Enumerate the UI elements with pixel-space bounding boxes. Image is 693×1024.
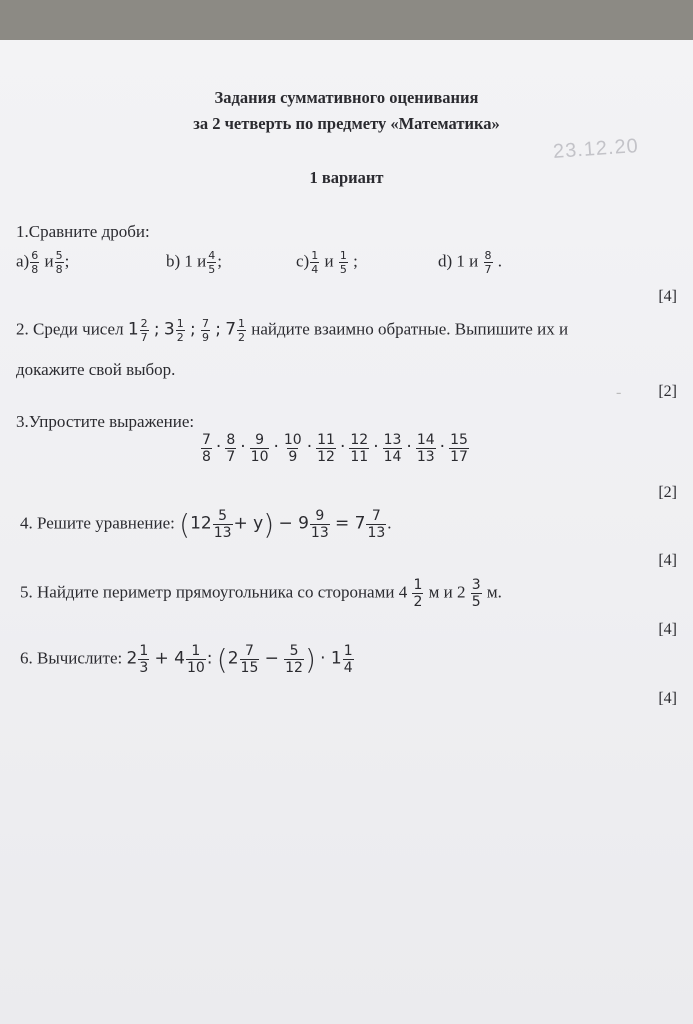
handwritten-date: 23.12.20: [552, 135, 640, 163]
dot-operator: ·: [406, 437, 412, 458]
task2-mark: [2]: [658, 383, 677, 400]
fraction: [339, 250, 348, 275]
numerator: 8: [226, 432, 236, 448]
numerator: 1: [311, 249, 319, 262]
title-line-2: за 2 четверть по предмету «Математика»: [193, 114, 500, 133]
fraction: [366, 509, 386, 540]
numerator: 10: [283, 432, 302, 448]
whole: 12: [190, 513, 212, 534]
task1-item-a: [16, 250, 69, 275]
fraction: [176, 318, 185, 343]
fraction: [416, 433, 436, 464]
dot-operator: ·: [215, 437, 222, 458]
whole: 3: [163, 319, 175, 340]
dot-operator: ·: [306, 437, 313, 458]
denominator: 10: [186, 660, 205, 676]
denominator: 8: [202, 449, 211, 465]
minus: −: [264, 648, 279, 669]
task6-mark: [4]: [658, 690, 677, 707]
dot-operator: ·: [273, 437, 279, 458]
dot-operator: ·: [339, 437, 346, 458]
close-paren: ): [304, 643, 316, 676]
fraction: [250, 433, 270, 464]
task3-mark: [2]: [658, 484, 677, 501]
numerator: 13: [383, 432, 402, 448]
whole: 2: [126, 648, 138, 669]
numerator: 4: [208, 249, 216, 262]
label: d) 1 и: [438, 251, 479, 271]
fraction: [349, 433, 369, 464]
fraction: [449, 433, 469, 464]
fraction: [343, 644, 354, 675]
task2-line2: докажите свой выбор.: [16, 360, 176, 379]
equals-term: = 7: [334, 513, 366, 534]
denominator: 11: [350, 449, 369, 465]
denominator: 2: [176, 331, 184, 344]
label: c): [296, 251, 310, 271]
task1-mark: [4]: [658, 288, 677, 305]
numerator: 3: [471, 577, 481, 593]
task4-mark: [4]: [658, 552, 677, 569]
whole: 7: [225, 319, 237, 340]
denominator: 12: [317, 449, 335, 465]
denominator: 3: [139, 660, 149, 676]
denominator: 8: [31, 263, 39, 276]
denominator: 5: [208, 263, 216, 276]
task1-item-d: [438, 250, 502, 275]
numerator: 7: [201, 317, 209, 330]
punctuation: .: [497, 251, 503, 271]
fraction: [383, 433, 403, 464]
task1-item-c: [296, 250, 358, 275]
denominator: 7: [226, 449, 236, 465]
fraction: [186, 644, 206, 675]
numerator: 15: [450, 432, 468, 448]
denominator: 2: [238, 331, 246, 344]
numerator: 7: [371, 508, 381, 524]
punctuation: ;: [353, 251, 358, 271]
denominator: 13: [416, 449, 435, 465]
denominator: 9: [201, 331, 209, 344]
open-paren: (: [179, 508, 191, 541]
denominator: 12: [285, 660, 303, 676]
fraction: [471, 578, 482, 609]
plus-y: + y: [233, 513, 264, 534]
fraction: [310, 250, 319, 275]
dot-operator: ·: [439, 437, 446, 458]
task3-expression: [200, 433, 470, 464]
label: a): [16, 251, 30, 271]
task6-prefix: 6. Вычислите:: [20, 648, 123, 668]
dot-operator: ·: [240, 437, 246, 458]
fraction: [138, 644, 149, 675]
fraction: [316, 433, 336, 464]
task4-equation: [20, 508, 392, 541]
task5-text: [20, 578, 502, 609]
fraction: [30, 250, 39, 275]
task5-mark: [4]: [658, 621, 677, 638]
fraction: [201, 433, 212, 464]
task2-prefix: 2. Среди чисел: [16, 319, 124, 339]
punctuation: ;: [217, 251, 222, 271]
denominator: 5: [339, 263, 347, 276]
fraction: [213, 509, 233, 540]
denominator: 13: [367, 525, 386, 541]
task2-line1: 2. Среди чисел 1 $\frac{2}{7}$ ; 3 $\frac{1}{2}$ ; $\frac{7}{9}$ ; 7 $\frac{1}{2}$ найдите взаимно обратные. Выпишите их и: [16, 317, 569, 344]
plus-term: + 4: [154, 648, 185, 669]
conjunction: и: [44, 251, 54, 271]
task6-expression: [20, 643, 355, 676]
numerator: 2: [140, 317, 148, 330]
whole: 1: [127, 319, 139, 340]
punctuation: ;: [64, 251, 70, 271]
punctuation: .: [387, 513, 392, 533]
numerator: 6: [31, 249, 39, 262]
fraction: [55, 250, 64, 275]
denominator: 7: [484, 263, 492, 276]
denominator: 9: [288, 449, 298, 465]
denominator: 17: [450, 449, 468, 465]
conjunction: и: [324, 251, 334, 271]
numerator: 1: [176, 317, 184, 330]
title-line-1: Задания суммативного оценивания: [214, 88, 479, 107]
numerator: 5: [289, 643, 299, 659]
numerator: 5: [55, 249, 63, 262]
minus-term: − 9: [278, 513, 309, 534]
whole: 2: [227, 648, 239, 669]
fraction: [201, 318, 210, 343]
pencil-dash: -: [616, 384, 622, 401]
fraction: [225, 433, 236, 464]
denominator: 14: [383, 449, 402, 465]
fraction: [240, 644, 260, 675]
task3-heading: 3.Упростите выражение:: [16, 412, 195, 431]
fraction: [284, 644, 304, 675]
colon: :: [206, 648, 213, 669]
denominator: 13: [213, 525, 232, 541]
numerator: 7: [202, 432, 211, 448]
numerator: 9: [255, 432, 265, 448]
fraction: [310, 509, 330, 540]
numerator: 12: [350, 432, 369, 448]
numerator: 1: [413, 577, 423, 593]
fraction: [283, 433, 303, 464]
task5-middle: м и 2: [428, 582, 466, 602]
open-paren: (: [216, 643, 228, 676]
task5-suffix: м.: [486, 582, 502, 602]
denominator: 13: [310, 525, 329, 541]
dot-operator: ·: [373, 437, 379, 458]
numerator: 5: [218, 508, 228, 524]
numerator: 9: [315, 508, 325, 524]
denominator: 15: [240, 660, 259, 676]
numerator: 8: [484, 249, 492, 262]
numerator: 11: [317, 432, 335, 448]
label: b) 1 и: [166, 251, 207, 271]
task1-heading: 1.Сравните дроби:: [16, 222, 150, 241]
numerator: 14: [416, 432, 435, 448]
numerator: 1: [339, 249, 347, 262]
fraction: [207, 250, 216, 275]
numerator: 1: [238, 317, 246, 330]
times-term: · 1: [320, 648, 342, 669]
denominator: 5: [471, 594, 481, 610]
variant-label: 1 вариант: [309, 168, 384, 187]
denominator: 4: [311, 263, 319, 276]
fraction: [140, 318, 149, 343]
fraction: [237, 318, 246, 343]
denominator: 8: [55, 263, 63, 276]
numerator: 1: [139, 643, 149, 659]
task5-prefix: 5. Найдите периметр прямоугольника со сторонами 4: [20, 582, 408, 602]
task4-prefix: 4. Решите уравнение:: [20, 513, 175, 533]
fraction: [484, 250, 493, 275]
close-paren: ): [263, 508, 275, 541]
numerator: 1: [343, 643, 353, 659]
denominator: 2: [413, 594, 423, 610]
denominator: 10: [250, 449, 269, 465]
numerator: 7: [244, 643, 254, 659]
denominator: 7: [140, 331, 148, 344]
numerator: 1: [191, 643, 201, 659]
denominator: 4: [343, 660, 353, 676]
task2-suffix: найдите взаимно обратные. Выпишите их и: [251, 319, 569, 339]
fraction: [412, 578, 423, 609]
task1-item-b: [166, 250, 222, 275]
